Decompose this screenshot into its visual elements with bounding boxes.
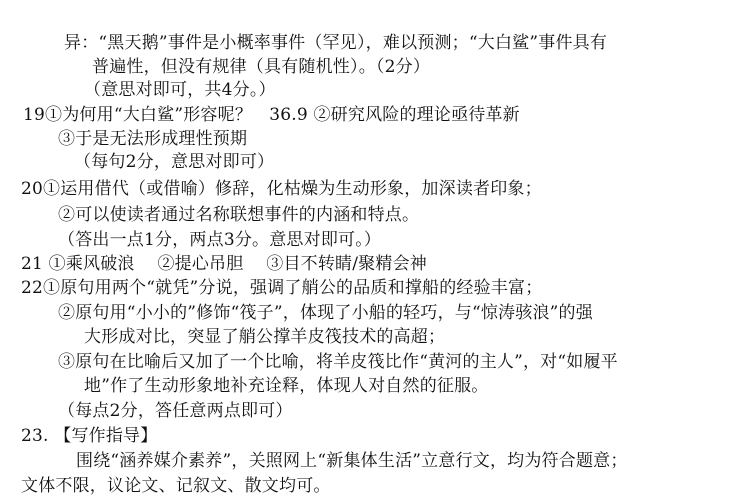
writing-guide-line-1: 围绕“涵养媒介素养”，关照网上“新集体生活”立意行文，均为符合题意； <box>76 451 628 471</box>
answer-line-22-item-2-cont: 大形成对比，突显了艄公撑羊皮筏技术的高超； <box>84 327 446 347</box>
answer-line-18-difference: 异：“黑天鹅”事件是小概率事件（罕见），难以预测；“大白鲨”事件具有 <box>64 33 608 53</box>
answer-line-20-item-2: ②可以使读者通过名称联想事件的内涵和特点。 <box>58 205 420 225</box>
answer-line-22-item-2: ②原句用“小小的”修饰“筏子”，体现了小船的轻巧，与“惊涛骇浪”的强 <box>58 303 593 323</box>
answer-line-22-item-3: ③原句在比喻后又加了一个比喻，将羊皮筏比作“黄河的主人”，对“如履平 <box>58 352 618 372</box>
scoring-note-19: （每句2分，意思对即可） <box>74 152 275 172</box>
answer-line-19-item-3: ③于是无法形成理性预期 <box>58 129 248 149</box>
answer-line-18-continued: 普遍性，但没有规律（具有随机性）。（2分） <box>92 57 431 77</box>
scoring-note-18: （意思对即可，共4分。） <box>84 80 276 100</box>
answer-line-21: 21 ①乘风破浪 ②提心吊胆 ③目不转睛/聚精会神 <box>21 254 427 274</box>
answer-line-19: 19①为何用“大白鲨”形容呢？ 36.9 ②研究风险的理论亟待革新 <box>23 105 520 125</box>
section-heading-23: 23. 【写作指导】 <box>21 426 158 446</box>
scoring-note-22: （每点2分，答任意两点即可） <box>58 401 293 421</box>
scoring-note-20: （答出一点1分，两点3分。意思对即可。） <box>58 230 382 250</box>
writing-guide-line-2: 文体不限，议论文、记叙文、散文均可。 <box>21 476 331 496</box>
answer-line-20-item-1: 20①运用借代（或借喻）修辞，化枯燥为生动形象，加深读者印象； <box>21 179 542 199</box>
answer-line-22-item-3-cont: 地”作了生动形象地补充诠释，体现人对自然的征服。 <box>84 376 489 396</box>
answer-line-22-item-1: 22①原句用两个“就凭”分说，强调了艄公的品质和撑船的经验丰富； <box>21 278 543 298</box>
